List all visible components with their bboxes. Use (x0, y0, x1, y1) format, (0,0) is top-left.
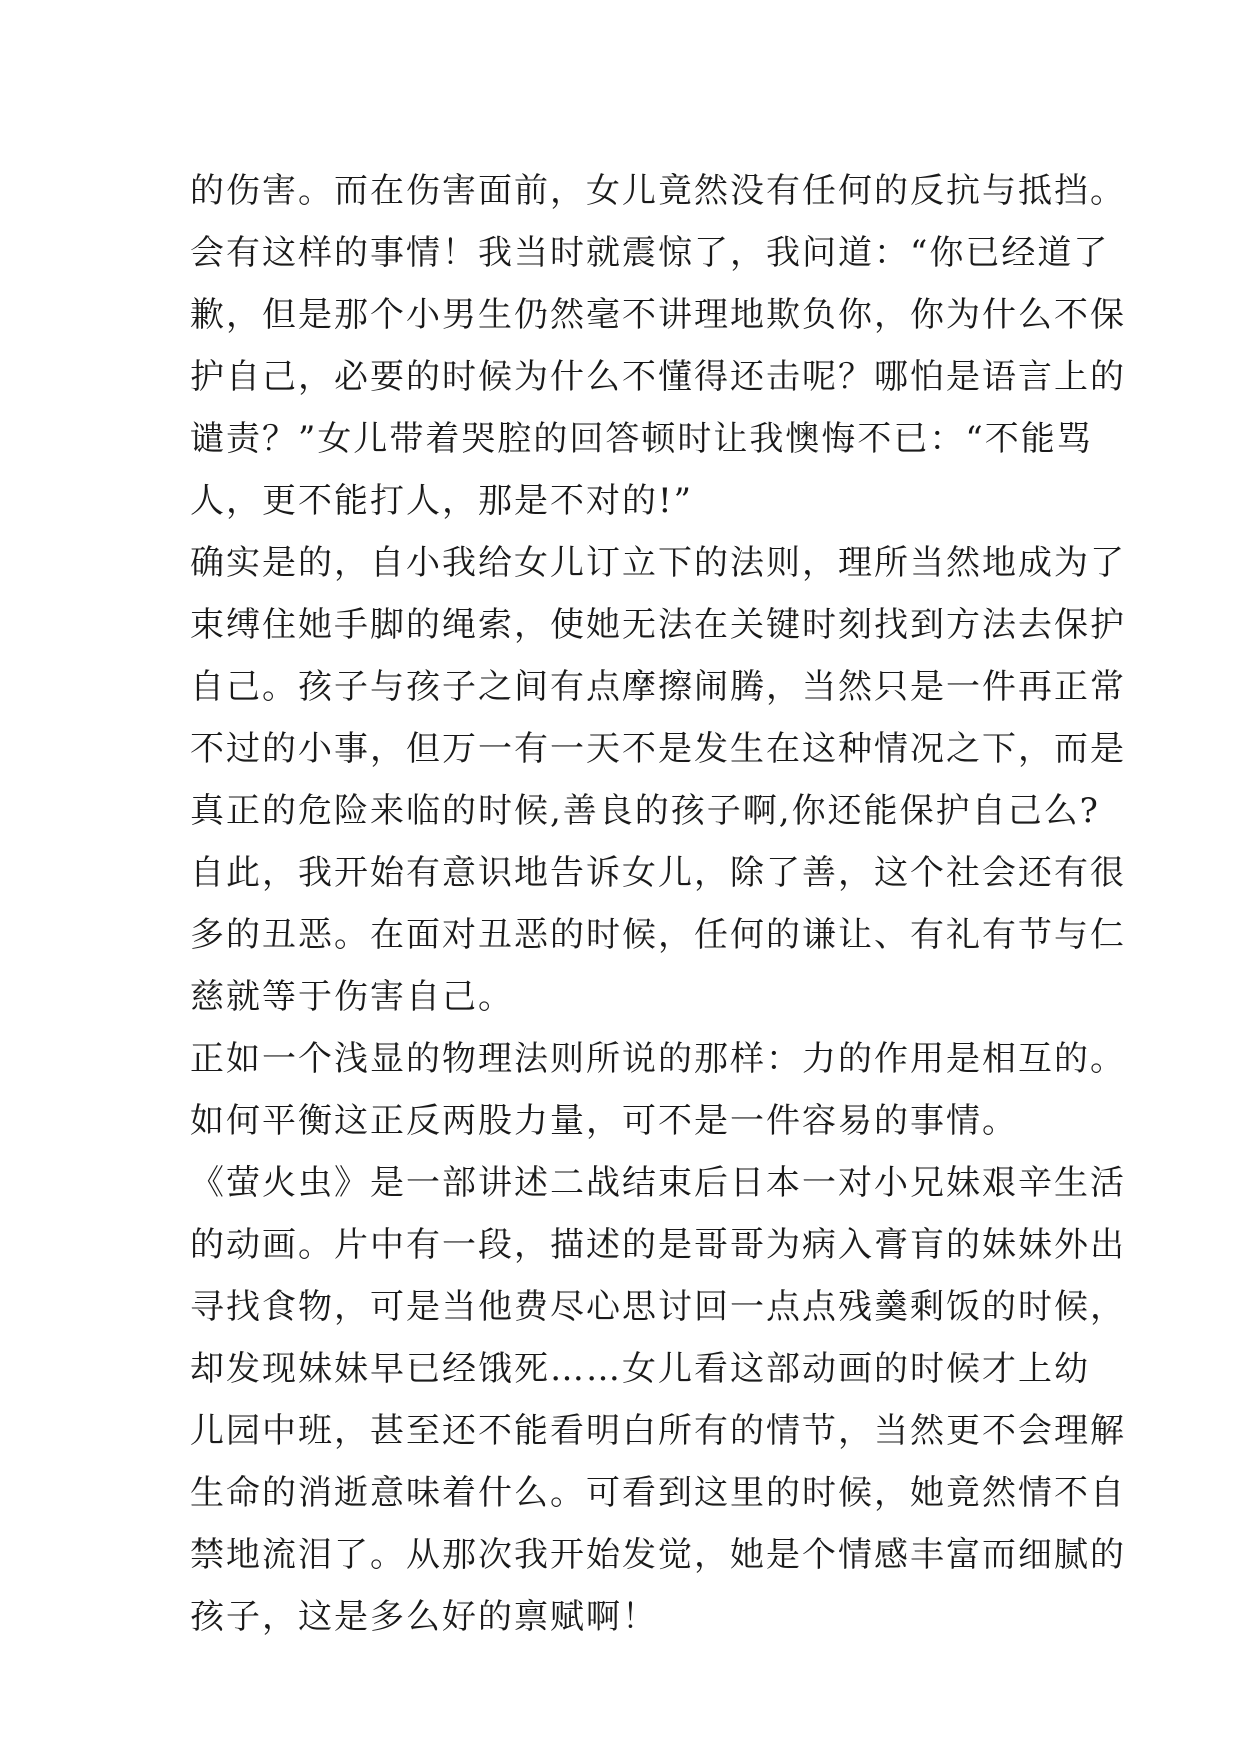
text-line: 慈就等于伤害自己。 (190, 977, 514, 1017)
text-line: 的伤害。而在伤害面前，女儿竟然没有任何的反抗与抵挡。 (190, 171, 1126, 211)
text-line: 孩子，这是多么好的禀赋啊！ (190, 1597, 658, 1637)
text-line: 正如一个浅显的物理法则所说的那样：力的作用是相互的。 (190, 1039, 1126, 1079)
text-line: 不过的小事，但万一有一天不是发生在这种情况之下，而是 (190, 729, 1126, 769)
text-line: 寻找食物，可是当他费尽心思讨回一点点残羹剩饭的时候， (190, 1287, 1126, 1327)
text-line: 的动画。片中有一段，描述的是哥哥为病入膏肓的妹妹外出 (190, 1225, 1126, 1265)
body-text (190, 160, 1126, 1648)
text-line: 儿园中班，甚至还不能看明白所有的情节，当然更不会理解 (190, 1411, 1126, 1451)
text-line: 自己。孩子与孩子之间有点摩擦闹腾，当然只是一件再正常 (190, 667, 1126, 707)
text-line: 《萤火虫》是一部讲述二战结束后日本一对小兄妹艰辛生活 (190, 1163, 1126, 1203)
text-line: 却发现妹妹早已经饿死……女儿看这部动画的时候才上幼 (190, 1349, 1090, 1389)
text-line: 自此，我开始有意识地告诉女儿，除了善，这个社会还有很 (190, 853, 1126, 893)
text-line: 束缚住她手脚的绳索，使她无法在关键时刻找到方法去保护 (190, 605, 1126, 645)
text-line: 谴责？”女儿带着哭腔的回答顿时让我懊悔不已：“不能骂 (190, 419, 1093, 459)
text-line: 人，更不能打人，那是不对的!” (190, 481, 694, 521)
text-line: 会有这样的事情！我当时就震惊了，我问道：“你已经道了 (190, 233, 1110, 273)
text-line: 歉，但是那个小男生仍然毫不讲理地欺负你，你为什么不保 (190, 295, 1126, 335)
text-line: 多的丑恶。在面对丑恶的时候，任何的谦让、有礼有节与仁 (190, 915, 1126, 955)
text-line: 确实是的，自小我给女儿订立下的法则，理所当然地成为了 (190, 543, 1126, 583)
text-line: 禁地流泪了。从那次我开始发觉，她是个情感丰富而细腻的 (190, 1535, 1126, 1575)
text-line: 真正的危险来临的时候,善良的孩子啊,你还能保护自己么? (190, 791, 1100, 831)
text-line: 如何平衡这正反两股力量，可不是一件容易的事情。 (190, 1101, 1018, 1141)
text-line: 护自己，必要的时候为什么不懂得还击呢？哪怕是语言上的 (190, 357, 1126, 397)
text-line: 生命的消逝意味着什么。可看到这里的时候，她竟然情不自 (190, 1473, 1126, 1513)
